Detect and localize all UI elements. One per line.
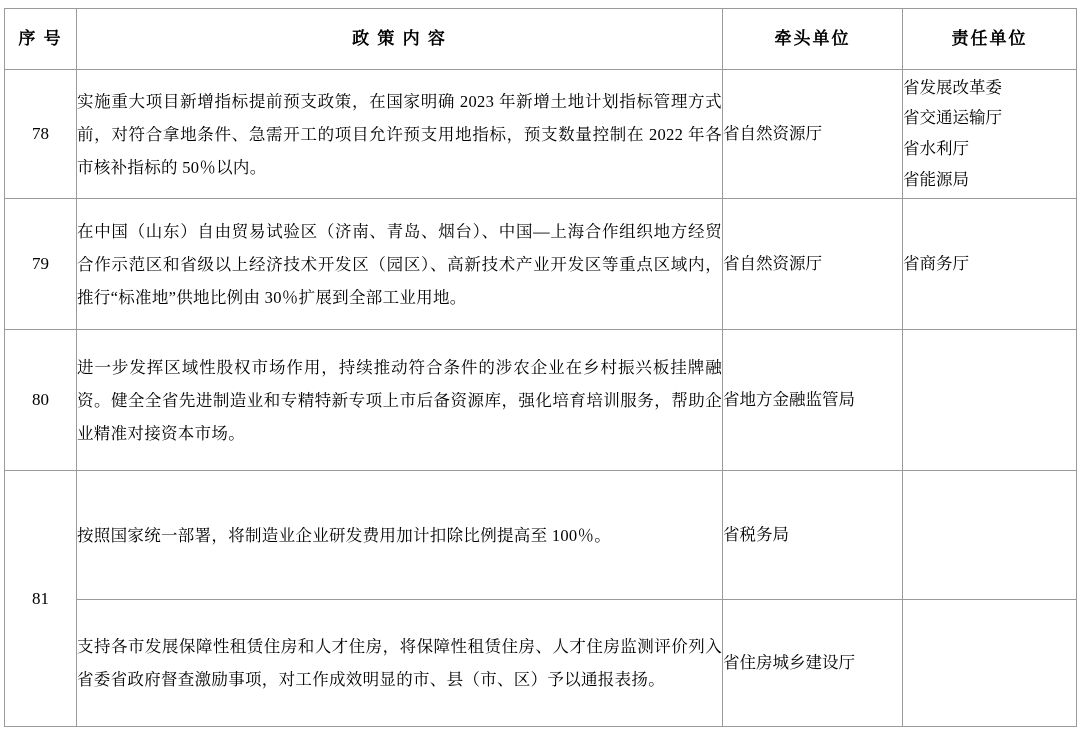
- row-content: 按照国家统一部署，将制造业企业研发费用加计扣除比例提高至 100％。: [77, 471, 723, 600]
- row-lead-unit: 省税务局: [723, 471, 903, 600]
- column-header-lead-unit: 牵头单位: [723, 9, 903, 70]
- responsible-unit-line: 省能源局: [903, 169, 969, 189]
- table-row: [5, 600, 1077, 727]
- table-header-row: [5, 9, 1077, 70]
- responsible-unit-line: 省发展改革委: [903, 77, 1002, 97]
- table-row: [5, 330, 1077, 471]
- table-row: [5, 471, 1077, 600]
- row-responsible-unit: [903, 600, 1077, 727]
- row-content: 实施重大项目新增指标提前预支政策，在国家明确 2023 年新增土地计划指标管理方式前，对符合拿地条件、急需开工的项目允许预支用地指标，预支数量控制在 2022 年各市核补指标的 50％以内。: [77, 70, 723, 199]
- responsible-unit-line: 省商务厅: [903, 253, 969, 273]
- row-lead-unit: 省住房城乡建设厅: [723, 600, 903, 727]
- table-row: [5, 70, 1077, 199]
- table-body: [5, 70, 1077, 727]
- row-responsible-unit: [903, 199, 1077, 330]
- column-header-responsible-unit: 责任单位: [903, 9, 1077, 70]
- row-lead-unit: 省自然资源厅: [723, 199, 903, 330]
- responsible-unit-line: 省水利厅: [903, 139, 969, 158]
- row-responsible-unit: [903, 330, 1077, 471]
- row-responsible-unit: [903, 70, 1077, 199]
- policy-table: [4, 8, 1077, 727]
- row-content: 支持各市发展保障性租赁住房和人才住房，将保障性租赁住房、人才住房监测评价列入省委省政府督查激励事项，对工作成效明显的市、县（市、区）予以通报表扬。: [77, 600, 723, 727]
- row-seq: 79: [5, 199, 77, 330]
- row-lead-unit: 省自然资源厅: [723, 70, 903, 199]
- row-seq: 78: [5, 70, 77, 199]
- row-content: 进一步发挥区域性股权市场作用，持续推动符合条件的涉农企业在乡村振兴板挂牌融资。健全全省先进制造业和专精特新专项上市后备资源库，强化培育培训服务，帮助企业精准对接资本市场。: [77, 330, 723, 471]
- responsible-unit-line: 省交通运输厅: [903, 108, 1002, 128]
- row-seq: 81: [5, 471, 77, 727]
- row-responsible-unit: [903, 471, 1077, 600]
- row-lead-unit: 省地方金融监管局: [723, 330, 903, 471]
- column-header-content: 政 策 内 容: [77, 9, 723, 70]
- column-header-seq: 序 号: [5, 9, 77, 70]
- table-header: [5, 9, 1077, 70]
- row-seq: 80: [5, 330, 77, 471]
- row-content: 在中国（山东）自由贸易试验区（济南、青岛、烟台）、中国—上海合作组织地方经贸合作示范区和省级以上经济技术开发区（园区）、高新技术产业开发区等重点区域内，推行“标准地”供地比例由 30％扩展到全部工业用地。: [77, 199, 723, 330]
- table-row: [5, 199, 1077, 330]
